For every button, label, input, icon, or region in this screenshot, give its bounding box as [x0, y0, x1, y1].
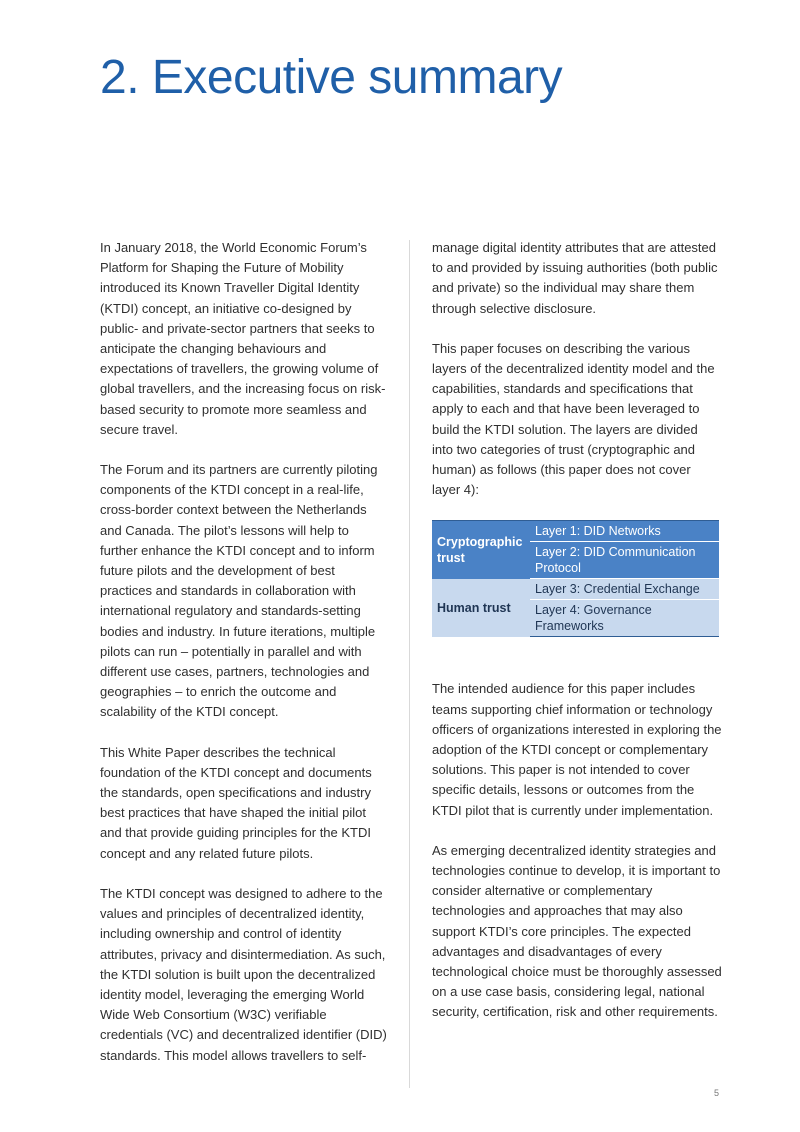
layer-4-cell: Layer 4: Governance Frameworks: [530, 600, 719, 637]
paragraph-intro: In January 2018, the World Economic Forum’s Platform for Shaping the Future of Mobility introduced its Known Traveller Digital Identity (KTDI) concept, an initiative co-designed by public- and private-sector partners that seeks to anticipate the changing behaviours and expectations of travellers, the growing volume of global travellers, and the increasing focus on risk-based security to promote more seamless and secure travel.: [100, 240, 386, 437]
right-column: [432, 238, 722, 1043]
table-row: [432, 521, 719, 542]
table-row: [432, 579, 719, 600]
layer-2-cell: Layer 2: DID Communication Protocol: [530, 542, 719, 579]
paragraph-self-manage: manage digital identity attributes that are attested to and provided by issuing authorities (both public and private) so the individual may share them through selective disclosure.: [432, 240, 718, 316]
page-number: 5: [714, 1088, 720, 1098]
human-trust-cell: Human trust: [432, 579, 530, 637]
paragraph-emerging-strategies: As emerging decentralized identity strategies and technologies continue to develop, it is important to consider alternative or complementary technologies and approaches that may also support KTDI’s core principles. The expected advantages and disadvantages of every technological choice must be thoroughly assessed on a use case basis, considering legal, national security, certification, risk and other requirements.: [432, 842, 722, 1020]
paragraph-pilot: The Forum and its partners are currently piloting components of the KTDI concept in a real-life, cross-border context between the Netherlands and Canada. The pilot’s lessons will help to further enhance the KTDI concept and to inform future pilots and the development of best practices and standards in collaboration with international regulatory and standards-setting bodies and industry. In future iterations, multiple pilots can run – potentially in parallel and with different use cases, partners, technologies and geographies – to enrich the outcome and scalability of the KTDI concept.: [100, 462, 378, 720]
left-column: [100, 238, 390, 1086]
paragraph-audience: The intended audience for this paper includes teams supporting chief information or technology officers of organizations interested in exploring the adoption of the KTDI concept or complementary solutions. This paper is not intended to cover specific details, lessons or outcomes from the KTDI pilot that is currently under implementation.: [432, 681, 722, 818]
paragraph-white-paper: This White Paper describes the technical foundation of the KTDI concept and documents the standards, open specifications and industry best practices that have shaped the initial pilot and that provide guiding principles for the KTDI concept and any related future pilots.: [100, 744, 372, 861]
trust-layers-table: [432, 520, 719, 637]
page-title: 2. Executive summary: [100, 51, 563, 104]
layer-3-cell: Layer 3: Credential Exchange: [530, 579, 719, 600]
column-divider: [409, 240, 410, 1088]
paragraph-decentralized-identity: The KTDI concept was designed to adhere to the values and principles of decentralized identity, including ownership and control of identity attributes, privacy and disintermediation. As such, the KTDI solution is built upon the decentralized identity model, leveraging the emerging World Wide Web Consortium (W3C) verifiable credentials (VC) and decentralized identifier (DID) standards. This model allows travellers to self-: [100, 885, 387, 1063]
cryptographic-trust-cell: Cryptographic trust: [432, 521, 530, 579]
layer-1-cell: Layer 1: DID Networks: [530, 521, 719, 542]
paragraph-layers: This paper focuses on describing the various layers of the decentralized identity model and the capabilities, standards and specifications that apply to each and that have been leveraged to build the KTDI solution. The layers are divided into two categories of trust (cryptographic and human) as follows (this paper does not cover layer 4):: [432, 340, 715, 498]
